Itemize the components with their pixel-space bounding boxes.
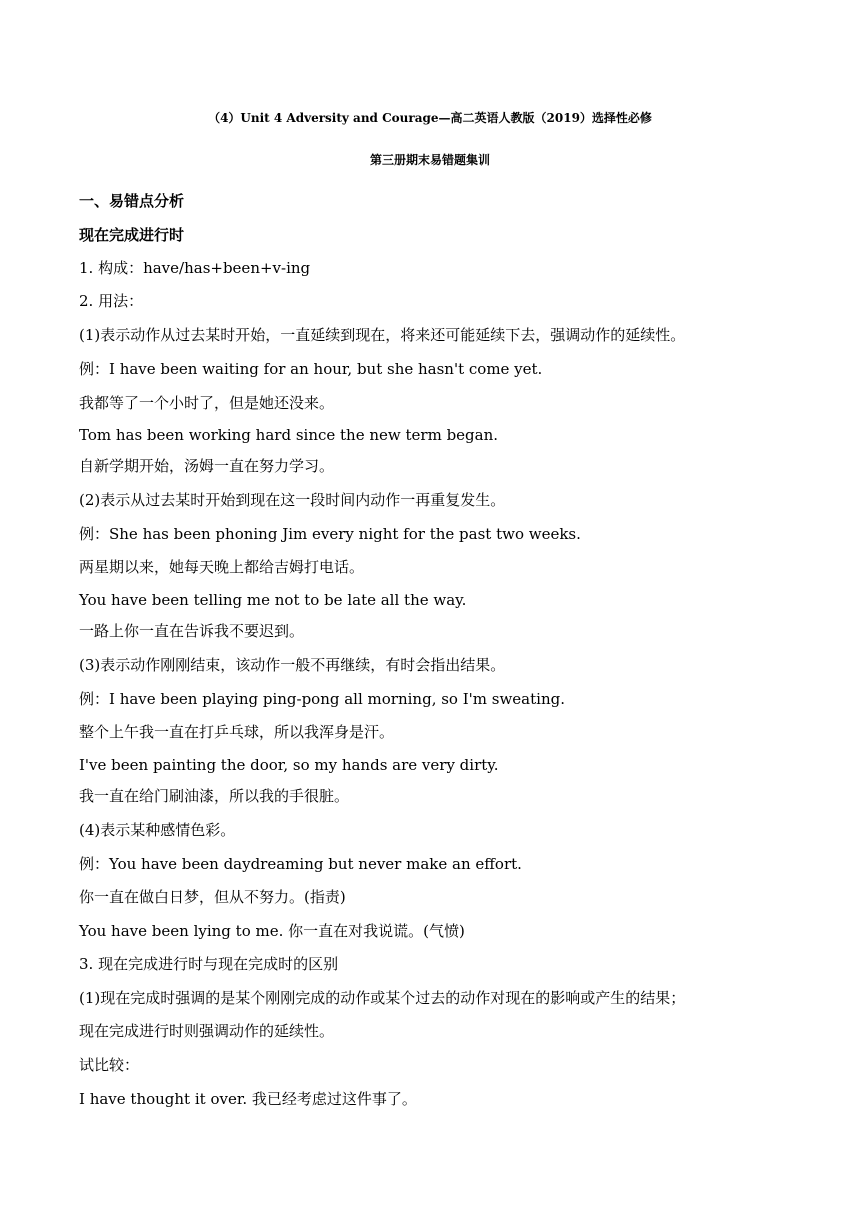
text-line: 一路上你一直在告诉我不要迟到。 <box>79 622 305 640</box>
text-line: 1. 构成：have/has+been+v-ing <box>79 259 311 277</box>
text-line: I have thought it over. 我已经考虑过这件事了。 <box>79 1090 417 1108</box>
text-line: (1)现在完成时强调的是某个刚刚完成的动作或某个过去的动作对现在的影响或产生的结果； <box>79 989 686 1007</box>
text-line: (1)表示动作从过去某时开始，一直延续到现在，将来还可能延续下去，强调动作的延续性。 <box>79 326 686 344</box>
section-heading: 一、易错点分析 <box>79 192 185 210</box>
text-line: 我都等了一个小时了，但是她还没来。 <box>79 394 335 412</box>
text-line: 例：You have been daydreaming but never make an effort. <box>79 855 522 873</box>
text-line: (2)表示从过去某时开始到现在这一段时间内动作一再重复发生。 <box>79 491 506 509</box>
text-line: You have been lying to me. 你一直在对我说谎。(气愤) <box>79 922 465 940</box>
text-line: 例：I have been playing ping-pong all morning, so I'm sweating. <box>79 690 565 708</box>
text-line: 我一直在给门刷油漆，所以我的手很脏。 <box>79 787 350 805</box>
text-line: 你一直在做白日梦，但从不努力。(指责) <box>79 888 346 906</box>
text-line: (4)表示某种感情色彩。 <box>79 821 236 839</box>
text-line: 试比较： <box>79 1056 140 1074</box>
topic-heading: 现在完成进行时 <box>79 226 185 244</box>
text-line: 整个上午我一直在打乒乓球，所以我浑身是汗。 <box>79 723 395 741</box>
text-line: 例：I have been waiting for an hour, but she hasn't come yet. <box>79 360 543 378</box>
text-line: Tom has been working hard since the new term began. <box>79 426 499 444</box>
text-line: You have been telling me not to be late all the way. <box>79 591 467 609</box>
text-line: (3)表示动作刚刚结束，该动作一般不再继续，有时会指出结果。 <box>79 656 506 674</box>
document-title-line-2: 第三册期末易错题集训 <box>369 153 490 167</box>
text-line: 现在完成进行时则强调动作的延续性。 <box>79 1022 335 1040</box>
text-line: 2. 用法： <box>79 292 144 310</box>
text-line: 3. 现在完成进行时与现在完成时的区别 <box>79 955 339 973</box>
text-line: I've been painting the door, so my hands are very dirty. <box>79 756 499 774</box>
text-line: 例：She has been phoning Jim every night for the past two weeks. <box>79 525 581 543</box>
text-line: 两星期以来，她每天晚上都给吉姆打电话。 <box>79 558 365 576</box>
document-title-line-1: （4）Unit 4 Adversity and Courage—高二英语人教版（2019）选择性必修 <box>208 111 652 125</box>
text-line: 自新学期开始，汤姆一直在努力学习。 <box>79 457 335 475</box>
